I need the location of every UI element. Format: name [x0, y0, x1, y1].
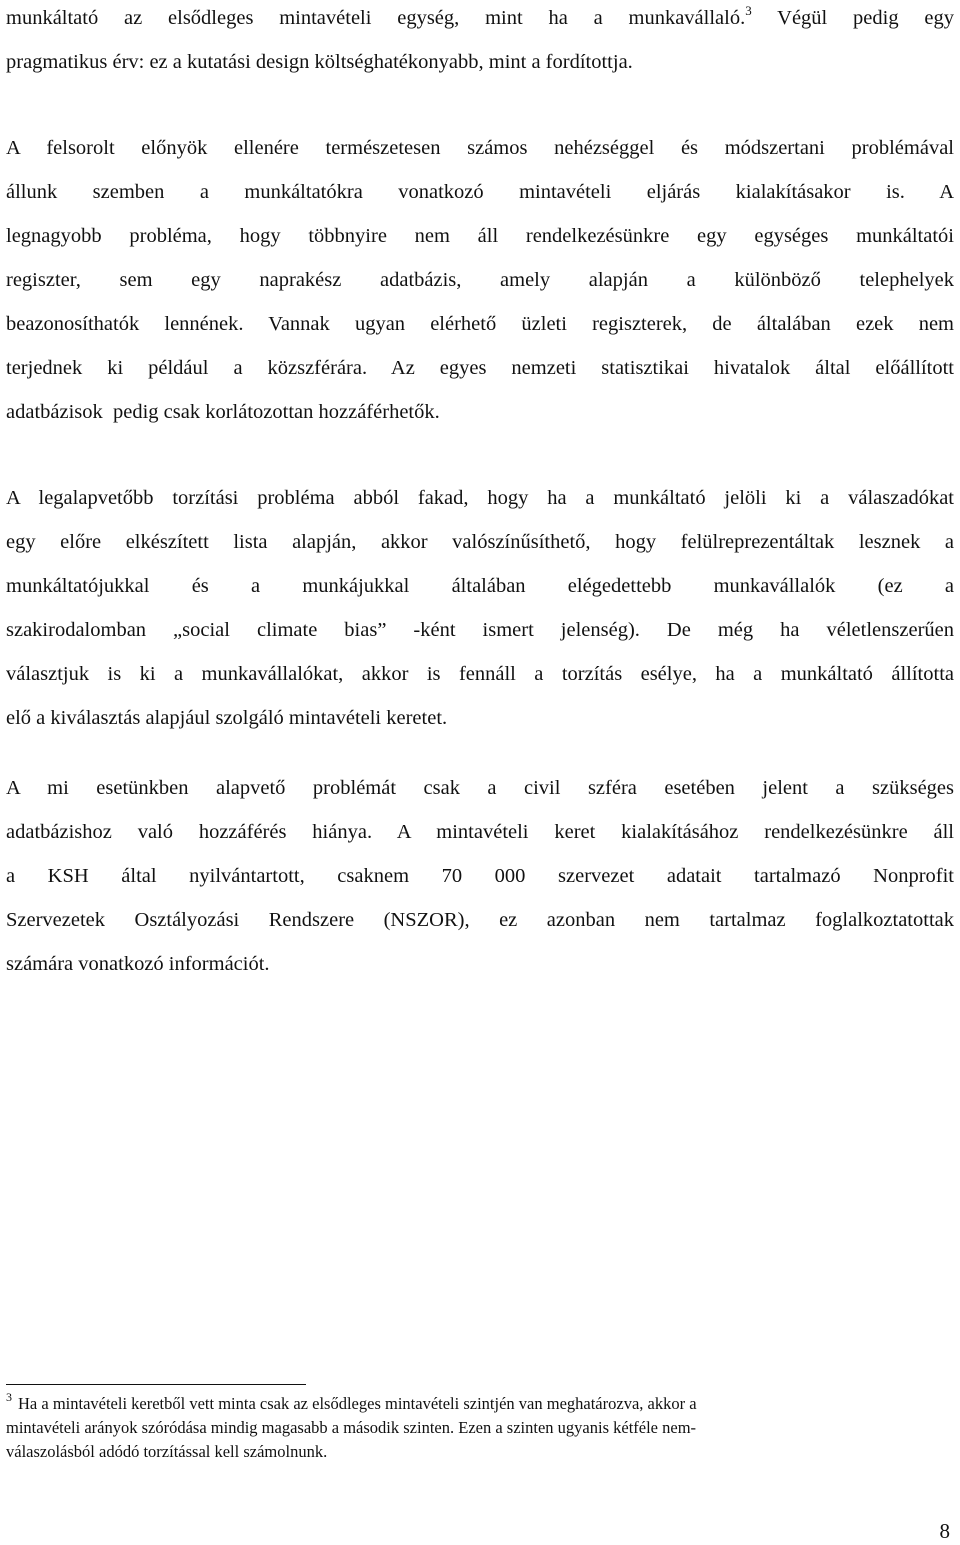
footnote-line: válaszolásból adódó torzítással kell számolnunk. [6, 1442, 328, 1461]
paragraph-line: állunk szemben a munkáltatókra vonatkozó mintavételi eljárás kialakításakor is. A [6, 181, 954, 203]
paragraph-line: A legalapvetőbb torzítási probléma abból fakad, hogy ha a munkáltató jelöli ki a válaszadókat [6, 487, 954, 509]
paragraph-line: számára vonatkozó információt. [6, 953, 270, 975]
footnote-separator [6, 1384, 306, 1385]
page-number: 8 [939, 1519, 950, 1543]
paragraph-line: adatbázishoz való hozzáférés hiánya. A mintavételi keret kialakításához rendelkezésünkre áll [6, 821, 954, 843]
paragraph-line: adatbázisok pedig csak korlátozottan hozzáférhetők. [6, 401, 440, 423]
footnote [6, 1392, 886, 1464]
paragraph-3 [6, 476, 954, 740]
paragraph-line: beazonosíthatók lennének. Vannak ugyan elérhető üzleti regiszterek, de általában ezek nem [6, 313, 954, 335]
paragraph-line: Szervezetek Osztályozási Rendszere (NSZOR), ez azonban nem tartalmaz foglalkoztatottak [6, 909, 954, 931]
footnote-mark: 3 [6, 1392, 12, 1404]
paragraph-line: terjednek ki például a közszférára. Az egyes nemzeti statisztikai hivatalok által előállított [6, 357, 954, 379]
paragraph-line: választjuk is ki a munkavállalókat, akkor is fennáll a torzítás esélye, ha a munkáltató állította [6, 663, 954, 685]
paragraph-line: pragmatikus érv: ez a kutatási design költséghatékonyabb, mint a fordítottja. [6, 51, 633, 73]
paragraph-line-tail: Végül pedig egy [751, 7, 954, 29]
paragraph-line: A mi esetünkben alapvető problémát csak a civil szféra esetében jelent a szükséges [6, 777, 954, 799]
paragraph-line-text: munkáltató az elsődleges mintavételi egység, mint ha a munkavállaló. [6, 7, 746, 29]
paragraph-line: a KSH által nyilvántartott, csaknem 70 000 szervezet adatait tartalmazó Nonprofit [6, 865, 954, 887]
paragraph-line: egy előre elkészített lista alapján, akkor valószínűsíthető, hogy felülreprezentáltak lesznek a [6, 531, 954, 553]
paragraph-line: munkáltatójukkal és a munkájukkal általában elégedettebb munkavállalók (ez a [6, 575, 954, 597]
paragraph-line: regiszter, sem egy naprakész adatbázis, amely alapján a különböző telephelyek [6, 269, 954, 291]
footnote-reference[interactable]: 3 [745, 3, 752, 18]
paragraph-2 [6, 126, 954, 434]
paragraph-line: szakirodalomban „social climate bias” -ként ismert jelenség). De még ha véletlenszerűen [6, 619, 954, 641]
paragraph-line: A felsorolt előnyök ellenére természetesen számos nehézséggel és módszertani problémával [6, 137, 954, 159]
footnote-line [6, 1392, 886, 1416]
paragraph-1 [6, 0, 954, 84]
paragraph-line: elő a kiválasztás alapjául szolgáló mintavételi keretet. [6, 707, 448, 729]
paragraph-4 [6, 766, 954, 986]
footnote-line: mintavételi arányok szóródása mindig magasabb a második szinten. Ezen a szinten ugyanis kétféle nem- [6, 1418, 697, 1437]
paragraph-line: legnagyobb probléma, hogy többnyire nem áll rendelkezésünkre egy egységes munkáltatói [6, 225, 954, 247]
footnote-line-text: Ha a mintavételi keretből vett minta csak az elsődleges mintavételi szintjén van meghatározva, akkor a [18, 1394, 697, 1413]
paragraph-line [6, 0, 954, 40]
